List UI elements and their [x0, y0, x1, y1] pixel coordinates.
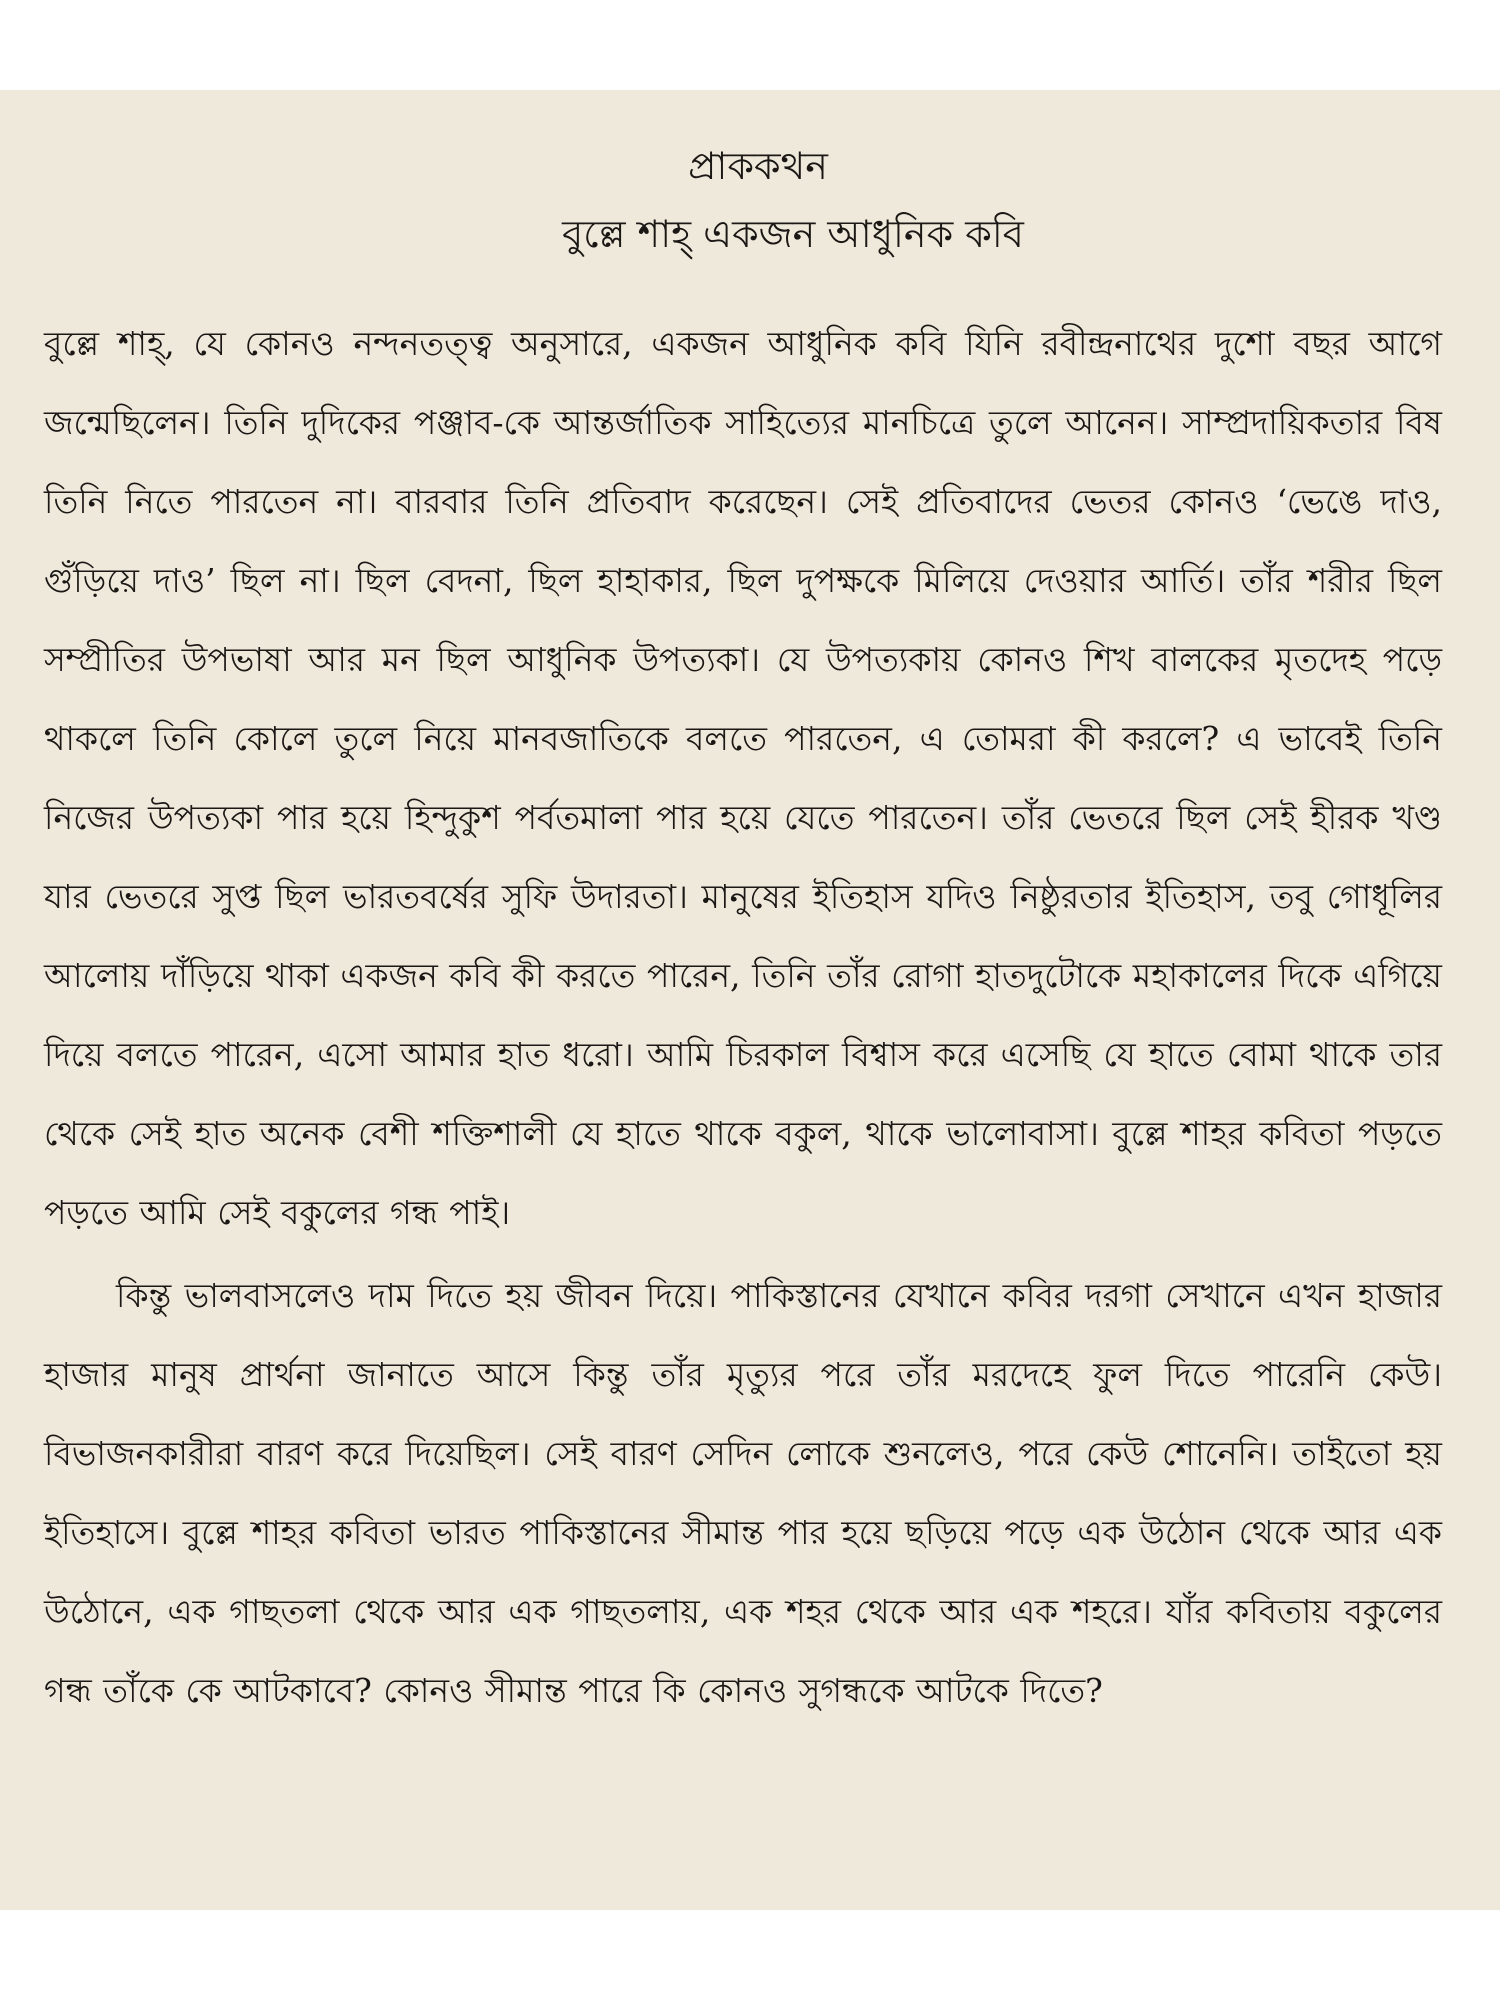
paragraph-1: বুল্লে শাহ্‌, যে কোনও নন্দনতত্ত্ব অনুসারে, একজন আধুনিক কবি যিনি রবীন্দ্রনাথের দুশো বছর আগে জন্মেছিলেন। তিনি দুদিকের পঞ্জাব-কে আন্তর্জাতিক সাহিত্যের মানচিত্রে তুলে আনেন। সাম্প্রদায়িকতার বিষ তিনি নিতে পারতেন না। বারবার তিনি প্রতিবাদ করেছেন। সেই প্রতিবাদের ভেতর কোনও ‘ভেঙে দাও, গুঁড়িয়ে দাও’ ছিল না। ছিল বেদনা, ছিল হাহাকার, ছিল দুপক্ষকে মিলিয়ে দেওয়ার আর্তি। তাঁর শরীর ছিল সম্প্রীতির উপভাষা আর মন ছিল আধুনিক উপত্যকা। যে উপত্যকায় কোনও শিখ বালকের মৃতদেহ পড়ে থাকলে তিনি কোলে তুলে নিয়ে মানবজাতিকে বলতে পারতেন, এ তোমরা কী করলে? এ ভাবেই তিনি নিজের উপত্যকা পার হয়ে হিন্দুকুশ পর্বতমালা পার হয়ে যেতে পারতেন। তাঁর ভেতরে ছিল সেই হীরক খণ্ড যার ভেতরে সুপ্ত ছিল ভারতবর্ষের সুফি উদারতা। মানুষের ইতিহাস যদিও নিষ্ঠুরতার ইতিহাস, তবু গোধূলির আলোয় দাঁড়িয়ে থাকা একজন কবি কী করতে পারেন, তিনি তাঁর রোগা হাতদুটোকে মহাকালের দিকে এগিয়ে দিয়ে বলতে পারেন, এসো আমার হাত ধরো। আমি চিরকাল বিশ্বাস করে এসেছি যে হাতে বোমা থাকে তার থেকে সেই হাত অনেক বেশী শক্তিশালী যে হাতে থাকে বকুল, থাকে ভালোবাসা। বুল্লে শাহর কবিতা পড়তে পড়তে আমি সেই বকুলের গন্ধ পাই।: [44, 324, 1442, 1232]
page-title: প্রাককথন: [688, 144, 828, 188]
page-subtitle: বুল্লে শাহ্‌ একজন আধুনিক কবি: [562, 212, 1024, 256]
paragraph-2: কিন্তু ভালবাসলেও দাম দিতে হয় জীবন দিয়ে। পাকিস্তানের যেখানে কবির দরগা সেখানে এখন হাজার হাজার মানুষ প্রার্থনা জানাতে আসে কিন্তু তাঁর মৃত্যুর পরে তাঁর মরদেহে ফুল দিতে পারেনি কেউ। বিভাজনকারীরা বারণ করে দিয়েছিল। সেই বারণ সেদিন লোকে শুনলেও, পরে কেউ শোনেনি। তাইতো হয় ইতিহাসে। বুল্লে শাহর কবিতা ভারত পাকিস্তানের সীমান্ত পার হয়ে ছড়িয়ে পড়ে এক উঠোন থেকে আর এক উঠোনে, এক গাছতলা থেকে আর এক গাছতলায়, এক শহর থেকে আর এক শহরে। যাঁর কবিতায় বকুলের গন্ধ তাঁকে কে আটকাবে? কোনও সীমান্ত পারে কি কোনও সুগন্ধকে আটকে দিতে?: [44, 1276, 1442, 1710]
book-page: [0, 90, 1500, 1910]
